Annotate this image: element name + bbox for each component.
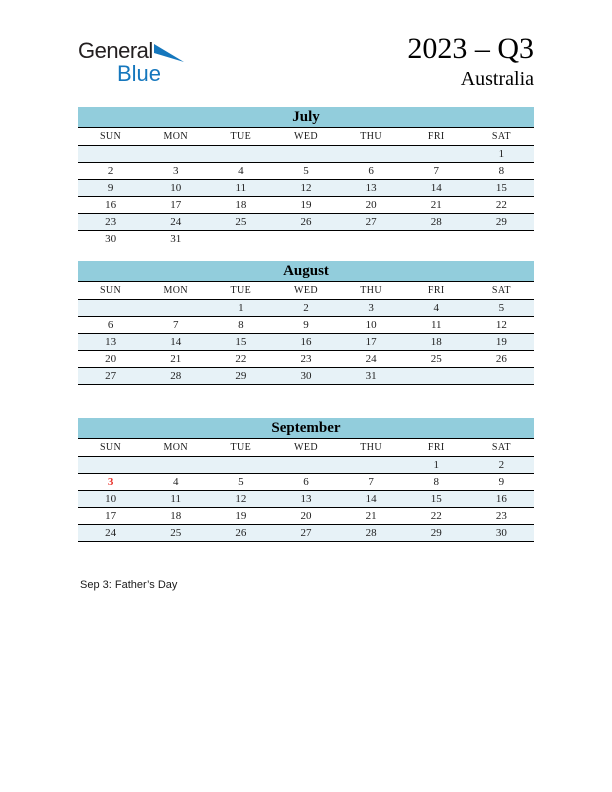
- day-cell: 3: [107, 476, 114, 488]
- day-cell: 5: [303, 165, 309, 177]
- day-cell: 30: [495, 527, 507, 539]
- day-cell: 2: [498, 459, 505, 471]
- day-cell: 20: [365, 199, 377, 211]
- month-july: [78, 107, 534, 247]
- day-cell: 24: [170, 216, 182, 228]
- month-title: July: [78, 107, 534, 128]
- day-cell: 28: [430, 216, 442, 228]
- week-row: [78, 334, 534, 351]
- day-cell: 14: [170, 336, 182, 348]
- day-cell: 6: [368, 165, 374, 177]
- day-cell: 1: [498, 148, 505, 160]
- day-cell: 7: [368, 476, 374, 488]
- day-cell: 28: [170, 370, 182, 382]
- day-cell: 7: [433, 165, 440, 177]
- day-cell: 17: [365, 336, 377, 348]
- months: [78, 107, 534, 542]
- logo-text-blue: Blue: [117, 61, 162, 86]
- day-cell: 26: [300, 216, 312, 228]
- day-cell: 26: [235, 527, 247, 539]
- day-cell: 15: [495, 182, 507, 194]
- day-cell: 20: [300, 510, 312, 522]
- day-cell: 24: [365, 353, 377, 365]
- weekday-header-row: [78, 439, 534, 457]
- day-cell: 29: [235, 370, 247, 382]
- day-cell: 13: [105, 336, 117, 348]
- day-cell: 27: [300, 527, 312, 539]
- day-cell: 8: [238, 319, 244, 331]
- day-cell: 19: [300, 199, 312, 211]
- weekday-label: SAT: [491, 442, 511, 453]
- day-cell: 24: [105, 527, 117, 539]
- week-row: [78, 180, 534, 197]
- day-cell: 19: [235, 510, 247, 522]
- week-row: [78, 300, 534, 317]
- day-cell: 11: [430, 319, 442, 331]
- day-cell: 21: [430, 199, 442, 211]
- month-september: [78, 418, 534, 542]
- week-row: [78, 525, 534, 542]
- logo-text-general: General: [78, 38, 153, 63]
- day-cell: 25: [235, 216, 247, 228]
- day-cell: 27: [105, 370, 117, 382]
- weekday-label: WED: [294, 131, 318, 142]
- month-title: August: [78, 261, 534, 282]
- day-cell: 17: [170, 199, 182, 211]
- day-cell: 20: [105, 353, 117, 365]
- day-cell: 30: [300, 370, 312, 382]
- day-cell: 25: [170, 527, 182, 539]
- weekday-label: TUE: [230, 442, 252, 453]
- day-cell: 27: [365, 216, 377, 228]
- day-cell: 22: [235, 353, 247, 365]
- week-row: [78, 491, 534, 508]
- weekday-label: THU: [360, 131, 383, 142]
- day-cell: 1: [238, 302, 244, 314]
- weekday-label: MON: [163, 131, 188, 142]
- general-blue-logo: [78, 40, 184, 85]
- day-cell: 23: [495, 510, 507, 522]
- day-cell: 18: [170, 510, 182, 522]
- weekday-label: THU: [360, 285, 383, 296]
- day-cell: 10: [105, 493, 117, 505]
- day-cell: 21: [170, 353, 182, 365]
- weekday-label: MON: [163, 442, 188, 453]
- weekday-label: FRI: [427, 131, 445, 142]
- weekday-label: SAT: [491, 131, 511, 142]
- week-row: [78, 457, 534, 474]
- week-row: [78, 163, 534, 180]
- weekday-header-row: [78, 128, 534, 146]
- day-cell: 12: [495, 319, 507, 331]
- day-cell: 4: [172, 476, 179, 488]
- day-cell: 11: [235, 182, 247, 194]
- day-cell: 12: [235, 493, 247, 505]
- day-cell: 29: [495, 216, 507, 228]
- day-cell: 18: [430, 336, 442, 348]
- day-cell: 6: [303, 476, 309, 488]
- month-august: [78, 261, 534, 385]
- day-cell: 10: [170, 182, 182, 194]
- day-cell: 4: [433, 302, 440, 314]
- day-cell: 16: [300, 336, 312, 348]
- day-cell: 15: [235, 336, 247, 348]
- weekday-label: SAT: [491, 285, 511, 296]
- weekday-label: SUN: [99, 285, 122, 296]
- day-cell: 15: [430, 493, 442, 505]
- holiday-footnote: Sep 3: Father’s Day: [80, 579, 178, 591]
- month-title: September: [78, 418, 534, 439]
- day-cell: 5: [238, 476, 244, 488]
- day-cell: 9: [303, 319, 309, 331]
- day-cell: 17: [105, 510, 117, 522]
- day-cell: 14: [365, 493, 377, 505]
- day-cell: 29: [430, 527, 442, 539]
- day-cell: 4: [238, 165, 244, 177]
- week-row: [78, 368, 534, 385]
- page-header: [0, 0, 612, 92]
- weekday-label: TUE: [230, 131, 252, 142]
- week-row: [78, 351, 534, 368]
- day-cell: 31: [170, 233, 182, 245]
- day-cell: 14: [430, 182, 442, 194]
- day-cell: 3: [368, 302, 374, 314]
- week-row: [78, 146, 534, 163]
- day-cell: 3: [172, 165, 179, 177]
- week-row: [78, 214, 534, 231]
- weekday-label: SUN: [99, 442, 122, 453]
- title-block: [407, 32, 534, 92]
- day-cell: 28: [365, 527, 377, 539]
- weekday-header-row: [78, 282, 534, 300]
- day-cell: 8: [433, 476, 440, 488]
- weekday-label: WED: [294, 285, 318, 296]
- day-cell: 31: [365, 370, 377, 382]
- weekday-label: MON: [163, 285, 188, 296]
- day-cell: 30: [105, 233, 117, 245]
- weekday-label: FRI: [427, 285, 445, 296]
- day-cell: 21: [365, 510, 377, 522]
- day-cell: 16: [105, 199, 117, 211]
- day-cell: 22: [430, 510, 442, 522]
- day-cell: 2: [107, 165, 114, 177]
- day-cell: 18: [235, 199, 247, 211]
- quarter-title: 2023 – Q3: [407, 32, 534, 65]
- day-cell: 2: [303, 302, 309, 314]
- day-cell: 1: [433, 459, 440, 471]
- day-cell: 9: [498, 476, 505, 488]
- week-row: [78, 474, 534, 491]
- day-cell: 19: [495, 336, 507, 348]
- day-cell: 8: [498, 165, 505, 177]
- day-cell: 11: [170, 493, 181, 505]
- day-cell: 10: [365, 319, 377, 331]
- day-cell: 26: [495, 353, 507, 365]
- weekday-label: SUN: [99, 131, 122, 142]
- weekday-label: TUE: [230, 285, 252, 296]
- weekday-label: FRI: [427, 442, 445, 453]
- day-cell: 16: [495, 493, 507, 505]
- day-cell: 22: [495, 199, 507, 211]
- weekday-label: WED: [294, 442, 318, 453]
- weekday-label: THU: [360, 442, 383, 453]
- week-row: [78, 317, 534, 334]
- day-cell: 23: [300, 353, 312, 365]
- day-cell: 12: [300, 182, 312, 194]
- week-row: [78, 508, 534, 525]
- day-cell: 13: [365, 182, 377, 194]
- day-cell: 23: [105, 216, 117, 228]
- week-row: [78, 231, 534, 247]
- day-cell: 5: [498, 302, 505, 314]
- day-cell: 25: [430, 353, 442, 365]
- day-cell: 13: [300, 493, 312, 505]
- day-cell: 9: [107, 182, 114, 194]
- day-cell: 6: [107, 319, 114, 331]
- week-row: [78, 197, 534, 214]
- region-subtitle: Australia: [460, 68, 534, 90]
- day-cell: 7: [172, 319, 179, 331]
